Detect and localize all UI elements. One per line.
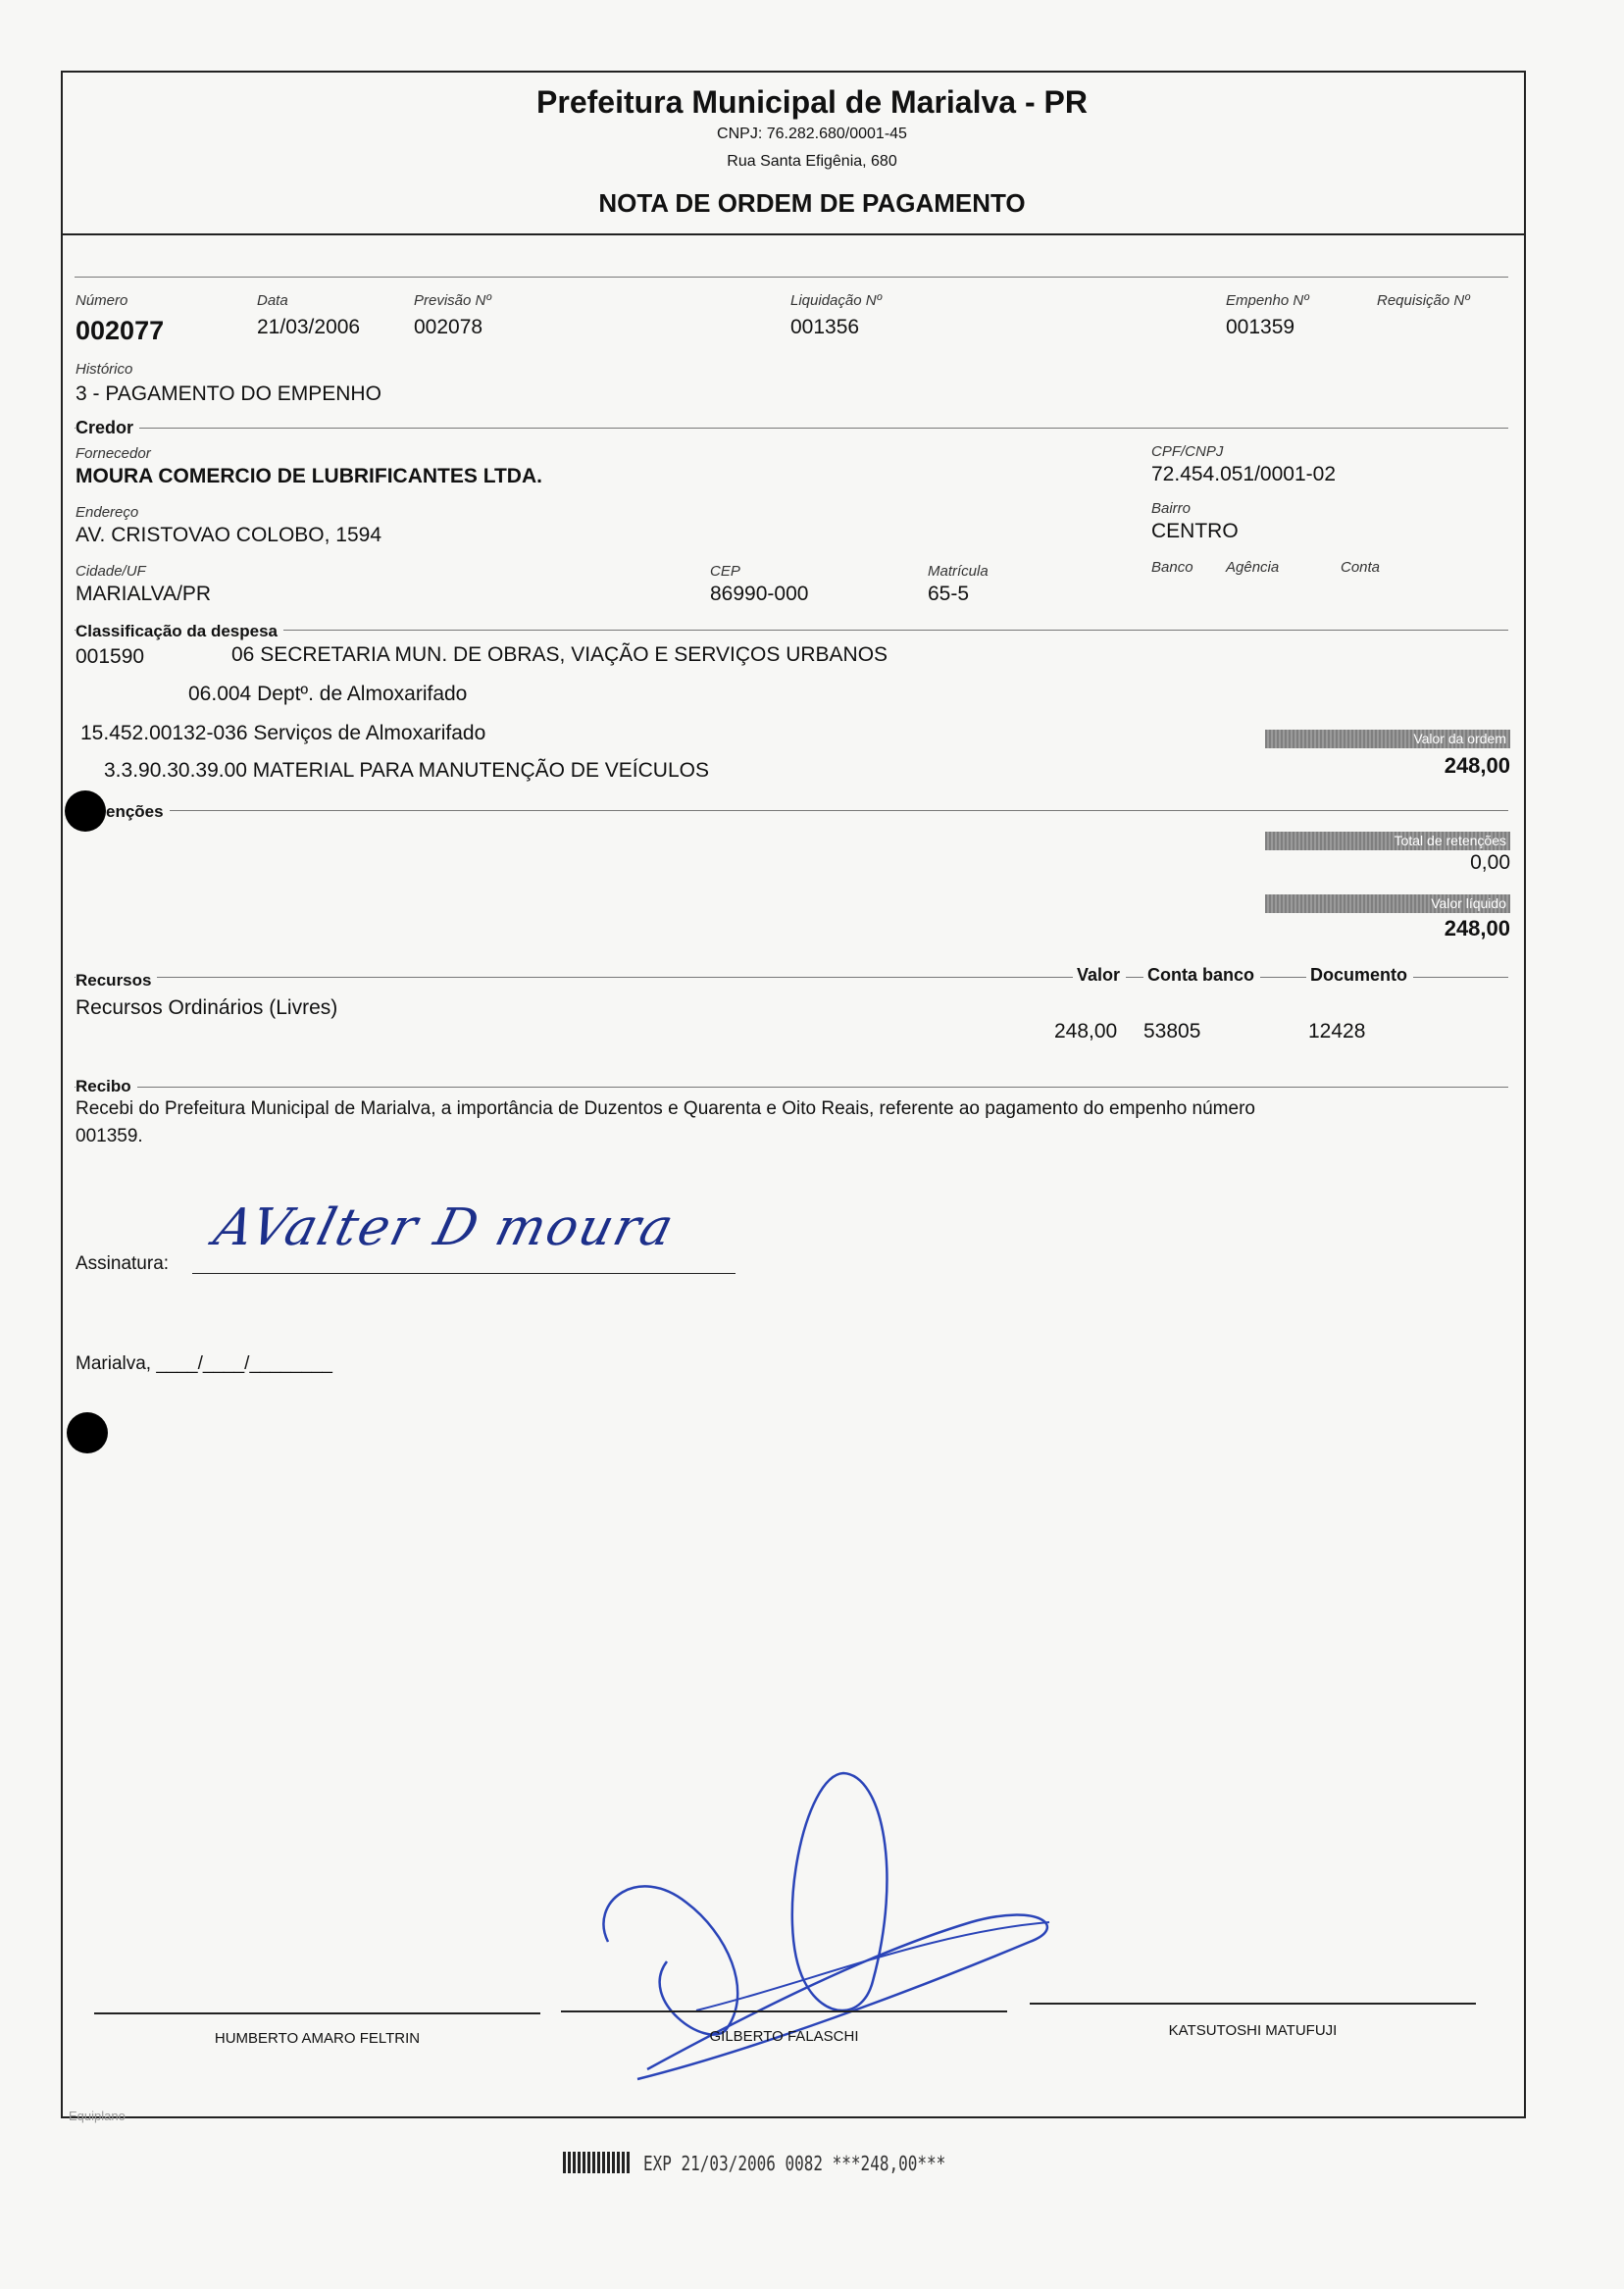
recibo-text-line1: Recebi do Prefeitura Municipal de Marialva, a importância de Duzentos e Quarenta e Oito Reais, referente ao pagamento do empenho número [76,1098,1255,1119]
previsao-value: 002078 [414,316,483,338]
recibo-text-line2: 001359. [76,1126,143,1146]
punch-hole-bottom [67,1412,108,1453]
punch-hole-top [65,790,106,832]
bairro-value: CENTRO [1151,520,1239,542]
banco-label: Banco [1151,559,1193,576]
recursos-section-label: Recursos [76,971,157,991]
conta-label: Conta [1341,559,1381,576]
handwritten-signature-text: AValter D moura [208,1198,682,1257]
previsao-label: Previsão Nº [414,292,491,309]
cidade-label: Cidade/UF [76,563,146,580]
address-line: Rua Santa Efigênia, 680 [727,153,897,170]
retencoes-section-label: enções [106,802,170,822]
assinatura-line [192,1273,736,1274]
numero-value: 002077 [76,316,165,345]
signer-name-1: HUMBERTO AMARO FELTRIN [214,2030,421,2047]
cidade-value: MARIALVA/PR [76,583,212,605]
cep-label: CEP [710,563,740,580]
recursos-documento: 12428 [1308,1020,1366,1043]
valor-column-header: Valor [1073,965,1126,986]
cpf-label: CPF/CNPJ [1151,443,1224,460]
recursos-description: Recursos Ordinários (Livres) [76,996,338,1019]
recibo-section-label: Recibo [76,1077,137,1096]
classificacao-line1: 06 SECRETARIA MUN. DE OBRAS, VIAÇÃO E SERVIÇOS URBANOS [231,643,888,666]
recursos-rule [75,977,1508,978]
valor-ordem-label: Valor da ordem [1265,730,1510,748]
liquidacao-label: Liquidação Nº [790,292,883,309]
classificacao-line4: 3.3.90.30.39.00 MATERIAL PARA MANUTENÇÃO DE VEÍCULOS [104,759,709,782]
signer-name-3: KATSUTOSHI MATUFUJI [1168,2022,1338,2039]
endereco-value: AV. CRISTOVAO COLOBO, 1594 [76,524,382,546]
header-divider [61,233,1526,235]
recursos-conta: 53805 [1143,1020,1201,1043]
credor-rule [75,428,1508,429]
fornecedor-label: Fornecedor [76,445,151,462]
data-value: 21/03/2006 [257,316,361,338]
classificacao-code: 001590 [76,645,145,668]
document-title: NOTA DE ORDEM DE PAGAMENTO [598,188,1026,218]
credor-section-label: Credor [76,418,139,438]
valor-liquido-value: 248,00 [1444,916,1510,941]
requisicao-label: Requisição Nº [1377,292,1470,309]
classificacao-line2: 06.004 Deptº. de Almoxarifado [188,683,468,705]
recibo-rule [75,1087,1508,1088]
numero-label: Número [76,292,128,309]
payment-stamp: EXP 21/03/2006 0082 ***248,00*** [643,2152,946,2175]
recursos-valor: 248,00 [1054,1020,1118,1043]
equiplano-brand: Equiplano [69,2109,126,2123]
local-date-line: Marialva, ____/____/________ [76,1353,332,1374]
endereco-label: Endereço [76,504,139,521]
signer-name-2: GILBERTO FALASCHI [709,2028,859,2045]
retencoes-rule [75,810,1508,811]
prefeitura-title: Prefeitura Municipal de Marialva - PR [536,84,1088,120]
bairro-label: Bairro [1151,500,1192,517]
valor-ordem-value: 248,00 [1444,753,1510,778]
conta-banco-column-header: Conta banco [1143,965,1260,986]
classificacao-line3: 15.452.00132-036 Serviços de Almoxarifado [80,722,486,744]
stamp-barcode-icon [563,2152,632,2173]
matricula-value: 65-5 [928,583,970,605]
liquidacao-value: 001356 [790,316,860,338]
cep-value: 86990-000 [710,583,809,605]
signature-line-1 [94,2012,540,2014]
signature-line-2 [561,2010,1007,2012]
empenho-value: 001359 [1226,316,1295,338]
agencia-label: Agência [1226,559,1280,576]
total-retencoes-value: 0,00 [1470,851,1510,874]
valor-liquido-label: Valor líquido [1265,894,1510,913]
classificacao-rule [75,630,1508,631]
cnpj-line: CNPJ: 76.282.680/0001-45 [717,126,907,142]
cpf-value: 72.454.051/0001-02 [1151,463,1337,485]
ids-top-rule [75,277,1508,278]
documento-column-header: Documento [1306,965,1413,986]
historico-value: 3 - PAGAMENTO DO EMPENHO [76,382,381,405]
total-retencoes-label: Total de retenções [1265,832,1510,850]
fornecedor-value: MOURA COMERCIO DE LUBRIFICANTES LTDA. [76,465,542,487]
classificacao-section-label: Classificação da despesa [76,622,283,641]
historico-label: Histórico [76,361,133,378]
data-label: Data [257,292,288,309]
matricula-label: Matrícula [928,563,989,580]
signature-line-3 [1030,2003,1476,2005]
empenho-label: Empenho Nº [1226,292,1309,309]
assinatura-label: Assinatura: [76,1253,170,1274]
